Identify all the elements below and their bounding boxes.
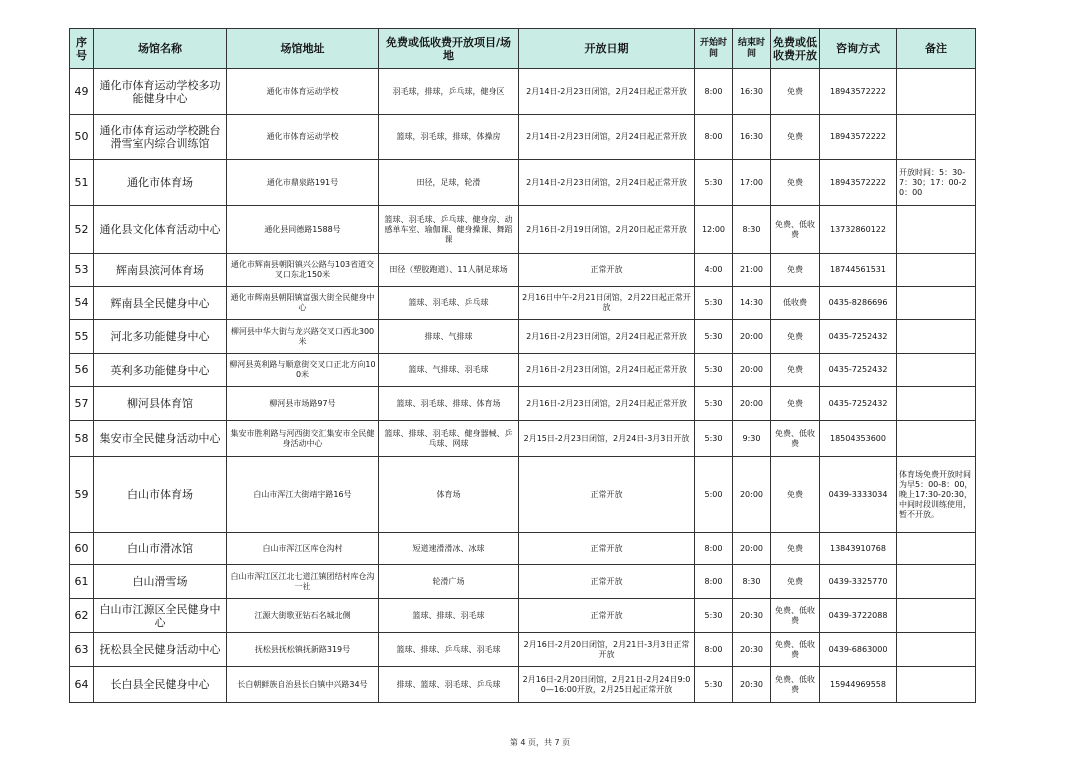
cell-end: 16:30 xyxy=(733,69,771,115)
table-row xyxy=(70,320,976,354)
cell-no: 54 xyxy=(70,287,94,320)
cell-fee: 免费 xyxy=(771,354,820,387)
cell-items: 短道速滑滑冰、冰球 xyxy=(379,533,519,565)
cell-note: 开放时间：5：30-7：30；17：00-20：00 xyxy=(897,160,976,206)
cell-dates: 正常开放 xyxy=(519,565,695,599)
col-header-address: 场馆地址 xyxy=(227,29,379,69)
cell-contact: 18504353600 xyxy=(820,421,897,457)
cell-note xyxy=(897,287,976,320)
cell-end: 20:00 xyxy=(733,387,771,421)
cell-dates: 2月16日-2月23日闭馆，2月24日起正常开放 xyxy=(519,354,695,387)
col-header-name: 场馆名称 xyxy=(94,29,227,69)
cell-fee: 低收费 xyxy=(771,287,820,320)
cell-address: 柳河县市场路97号 xyxy=(227,387,379,421)
cell-no: 63 xyxy=(70,633,94,667)
cell-dates: 2月16日-2月23日闭馆，2月24日起正常开放 xyxy=(519,320,695,354)
col-header-dates: 开放日期 xyxy=(519,29,695,69)
cell-items: 田径，足球，轮滑 xyxy=(379,160,519,206)
cell-fee: 免费 xyxy=(771,160,820,206)
cell-dates: 2月15日-2月23日闭馆，2月24日-3月3日开放 xyxy=(519,421,695,457)
cell-address: 通化市辉南县朝阳镇兴公路与103省道交叉口东北150米 xyxy=(227,254,379,287)
table-row xyxy=(70,599,976,633)
table-row xyxy=(70,287,976,320)
cell-address: 长白朝鲜族自治县长白镇中兴路34号 xyxy=(227,667,379,703)
cell-no: 57 xyxy=(70,387,94,421)
cell-start: 5:30 xyxy=(695,387,733,421)
cell-start: 5:30 xyxy=(695,354,733,387)
cell-dates: 正常开放 xyxy=(519,254,695,287)
cell-end: 20:30 xyxy=(733,599,771,633)
cell-name: 辉南县全民健身中心 xyxy=(94,287,227,320)
cell-address: 通化市体育运动学校 xyxy=(227,115,379,160)
cell-start: 5:30 xyxy=(695,599,733,633)
cell-address: 通化县同德路1588号 xyxy=(227,206,379,254)
cell-no: 53 xyxy=(70,254,94,287)
cell-end: 20:00 xyxy=(733,354,771,387)
cell-start: 5:30 xyxy=(695,667,733,703)
venue-table xyxy=(69,28,976,703)
cell-name: 通化县文化体育活动中心 xyxy=(94,206,227,254)
cell-contact: 0439-3722088 xyxy=(820,599,897,633)
table-row xyxy=(70,69,976,115)
cell-end: 20:30 xyxy=(733,667,771,703)
cell-note xyxy=(897,565,976,599)
table-row xyxy=(70,633,976,667)
cell-start: 5:30 xyxy=(695,287,733,320)
cell-fee: 免费 xyxy=(771,387,820,421)
cell-dates: 2月16日-2月23日闭馆，2月24日起正常开放 xyxy=(519,387,695,421)
cell-end: 9:30 xyxy=(733,421,771,457)
cell-fee: 免费、低收费 xyxy=(771,667,820,703)
cell-note xyxy=(897,599,976,633)
cell-fee: 免费、低收费 xyxy=(771,599,820,633)
col-header-no: 序号 xyxy=(70,29,94,69)
cell-contact: 0435-8286696 xyxy=(820,287,897,320)
cell-contact: 15944969558 xyxy=(820,667,897,703)
col-header-contact: 咨询方式 xyxy=(820,29,897,69)
cell-end: 14:30 xyxy=(733,287,771,320)
cell-name: 白山市滑冰馆 xyxy=(94,533,227,565)
table-row xyxy=(70,533,976,565)
cell-items: 田径（塑胶跑道）、11人制足球场 xyxy=(379,254,519,287)
cell-note xyxy=(897,421,976,457)
cell-dates: 2月16日-2月19日闭馆，2月20日起正常开放 xyxy=(519,206,695,254)
table-row xyxy=(70,160,976,206)
cell-no: 62 xyxy=(70,599,94,633)
cell-no: 55 xyxy=(70,320,94,354)
cell-items: 篮球、羽毛球、排球、体育场 xyxy=(379,387,519,421)
cell-no: 64 xyxy=(70,667,94,703)
cell-no: 56 xyxy=(70,354,94,387)
cell-no: 50 xyxy=(70,115,94,160)
cell-address: 通化市鼎泉路191号 xyxy=(227,160,379,206)
table-row xyxy=(70,354,976,387)
cell-start: 12:00 xyxy=(695,206,733,254)
cell-note xyxy=(897,115,976,160)
cell-items: 篮球、排球、羽毛球、健身器械、乒乓球、网球 xyxy=(379,421,519,457)
cell-contact: 18943572222 xyxy=(820,160,897,206)
cell-items: 篮球、羽毛球、乒乓球、健身房、动感单车室、瑜伽课、健身操课、舞蹈课 xyxy=(379,206,519,254)
cell-note xyxy=(897,206,976,254)
cell-name: 通化市体育场 xyxy=(94,160,227,206)
cell-fee: 免费 xyxy=(771,254,820,287)
cell-contact: 0435-7252432 xyxy=(820,320,897,354)
cell-start: 8:00 xyxy=(695,115,733,160)
cell-items: 篮球，羽毛球，排球，体操房 xyxy=(379,115,519,160)
cell-no: 52 xyxy=(70,206,94,254)
table-row xyxy=(70,254,976,287)
table-row xyxy=(70,457,976,533)
cell-items: 篮球、排球、羽毛球 xyxy=(379,599,519,633)
table-row xyxy=(70,565,976,599)
cell-note xyxy=(897,533,976,565)
cell-start: 8:00 xyxy=(695,69,733,115)
cell-contact: 18943572222 xyxy=(820,69,897,115)
cell-dates: 正常开放 xyxy=(519,533,695,565)
cell-dates: 2月14日-2月23日闭馆，2月24日起正常开放 xyxy=(519,69,695,115)
cell-note xyxy=(897,667,976,703)
table-row xyxy=(70,115,976,160)
cell-start: 5:30 xyxy=(695,320,733,354)
cell-contact: 13732860122 xyxy=(820,206,897,254)
cell-start: 8:00 xyxy=(695,565,733,599)
cell-name: 白山滑雪场 xyxy=(94,565,227,599)
cell-end: 20:30 xyxy=(733,633,771,667)
cell-items: 篮球、排球、乒乓球、羽毛球 xyxy=(379,633,519,667)
cell-contact: 0439-6863000 xyxy=(820,633,897,667)
cell-no: 49 xyxy=(70,69,94,115)
cell-start: 8:00 xyxy=(695,533,733,565)
cell-end: 8:30 xyxy=(733,565,771,599)
cell-start: 5:30 xyxy=(695,421,733,457)
cell-dates: 2月16日-2月20日闭馆，2月21日-2月24日9:00—16:00开放，2月25日起正常开放 xyxy=(519,667,695,703)
cell-contact: 0435-7252432 xyxy=(820,354,897,387)
cell-dates: 2月14日-2月23日闭馆，2月24日起正常开放 xyxy=(519,160,695,206)
cell-dates: 2月16日中午-2月21日闭馆，2月22日起正常开放 xyxy=(519,287,695,320)
col-header-start: 开始时间 xyxy=(695,29,733,69)
cell-start: 8:00 xyxy=(695,633,733,667)
table-row xyxy=(70,387,976,421)
cell-items: 体育场 xyxy=(379,457,519,533)
cell-address: 集安市胜利路与河西街交汇集安市全民健身活动中心 xyxy=(227,421,379,457)
cell-note xyxy=(897,387,976,421)
cell-end: 21:00 xyxy=(733,254,771,287)
cell-items: 轮滑广场 xyxy=(379,565,519,599)
cell-end: 20:00 xyxy=(733,533,771,565)
cell-start: 5:30 xyxy=(695,160,733,206)
cell-name: 集安市全民健身活动中心 xyxy=(94,421,227,457)
cell-end: 8:30 xyxy=(733,206,771,254)
cell-no: 59 xyxy=(70,457,94,533)
col-header-fee: 免费或低收费开放 xyxy=(771,29,820,69)
cell-start: 5:00 xyxy=(695,457,733,533)
cell-no: 58 xyxy=(70,421,94,457)
cell-contact: 18744561531 xyxy=(820,254,897,287)
cell-note xyxy=(897,320,976,354)
cell-dates: 正常开放 xyxy=(519,457,695,533)
cell-name: 抚松县全民健身活动中心 xyxy=(94,633,227,667)
cell-fee: 免费 xyxy=(771,115,820,160)
cell-dates: 2月16日-2月20日闭馆，2月21日-3月3日正常开放 xyxy=(519,633,695,667)
cell-address: 白山市浑江区库仓沟村 xyxy=(227,533,379,565)
col-header-end: 结束时间 xyxy=(733,29,771,69)
venue-table-sheet xyxy=(69,28,976,703)
cell-note xyxy=(897,254,976,287)
page-footer: 第 4 页，共 7 页 xyxy=(509,738,571,747)
cell-items: 篮球、羽毛球、乒乓球 xyxy=(379,287,519,320)
cell-end: 20:00 xyxy=(733,457,771,533)
cell-fee: 免费、低收费 xyxy=(771,206,820,254)
cell-name: 白山市体育场 xyxy=(94,457,227,533)
cell-no: 51 xyxy=(70,160,94,206)
cell-fee: 免费 xyxy=(771,320,820,354)
cell-items: 篮球、气排球、羽毛球 xyxy=(379,354,519,387)
cell-contact: 18943572222 xyxy=(820,115,897,160)
col-header-items: 免费或低收费开放项目/场地 xyxy=(379,29,519,69)
cell-dates: 正常开放 xyxy=(519,599,695,633)
cell-dates: 2月14日-2月23日闭馆，2月24日起正常开放 xyxy=(519,115,695,160)
cell-note xyxy=(897,633,976,667)
cell-start: 4:00 xyxy=(695,254,733,287)
cell-items: 排球、篮球、羽毛球、乒乓球 xyxy=(379,667,519,703)
table-row xyxy=(70,421,976,457)
cell-end: 17:00 xyxy=(733,160,771,206)
cell-name: 通化市体育运动学校跳台滑雪室内综合训练馆 xyxy=(94,115,227,160)
cell-name: 河北多功能健身中心 xyxy=(94,320,227,354)
cell-contact: 0435-7252432 xyxy=(820,387,897,421)
cell-note: 体育场免费开放时间为早5：00-8：00，晚上17:30-20:30，中间时段训练使用，暂不开放。 xyxy=(897,457,976,533)
table-row xyxy=(70,667,976,703)
cell-end: 16:30 xyxy=(733,115,771,160)
cell-address: 白山市浑江区江北七道江镇团结村库仓沟一社 xyxy=(227,565,379,599)
cell-name: 英利多功能健身中心 xyxy=(94,354,227,387)
cell-fee: 免费、低收费 xyxy=(771,633,820,667)
cell-note xyxy=(897,69,976,115)
cell-name: 白山市江源区全民健身中心 xyxy=(94,599,227,633)
cell-contact: 0439-3333034 xyxy=(820,457,897,533)
cell-fee: 免费 xyxy=(771,565,820,599)
cell-fee: 免费、低收费 xyxy=(771,421,820,457)
cell-no: 60 xyxy=(70,533,94,565)
cell-address: 通化市体育运动学校 xyxy=(227,69,379,115)
cell-items: 羽毛球，排球，乒乓球，健身区 xyxy=(379,69,519,115)
cell-fee: 免费 xyxy=(771,457,820,533)
cell-name: 辉南县滨河体育场 xyxy=(94,254,227,287)
col-header-note: 备注 xyxy=(897,29,976,69)
cell-items: 排球、气排球 xyxy=(379,320,519,354)
cell-no: 61 xyxy=(70,565,94,599)
cell-address: 通化市辉南县朝阳镇富强大街全民健身中心 xyxy=(227,287,379,320)
cell-name: 柳河县体育馆 xyxy=(94,387,227,421)
table-row xyxy=(70,206,976,254)
cell-address: 抚松县抚松镇抚新路319号 xyxy=(227,633,379,667)
cell-fee: 免费 xyxy=(771,69,820,115)
cell-fee: 免费 xyxy=(771,533,820,565)
cell-address: 柳河县英利路与顺意街交叉口正北方向100米 xyxy=(227,354,379,387)
cell-contact: 0439-3325770 xyxy=(820,565,897,599)
cell-contact: 13843910768 xyxy=(820,533,897,565)
cell-address: 江源大街歌亚钻石名城北侧 xyxy=(227,599,379,633)
cell-name: 长白县全民健身中心 xyxy=(94,667,227,703)
cell-end: 20:00 xyxy=(733,320,771,354)
cell-note xyxy=(897,354,976,387)
cell-address: 柳河县中华大街与龙兴路交叉口西北300米 xyxy=(227,320,379,354)
cell-name: 通化市体育运动学校多功能健身中心 xyxy=(94,69,227,115)
table-header-row xyxy=(70,29,976,69)
cell-address: 白山市浑江大街靖宇路16号 xyxy=(227,457,379,533)
